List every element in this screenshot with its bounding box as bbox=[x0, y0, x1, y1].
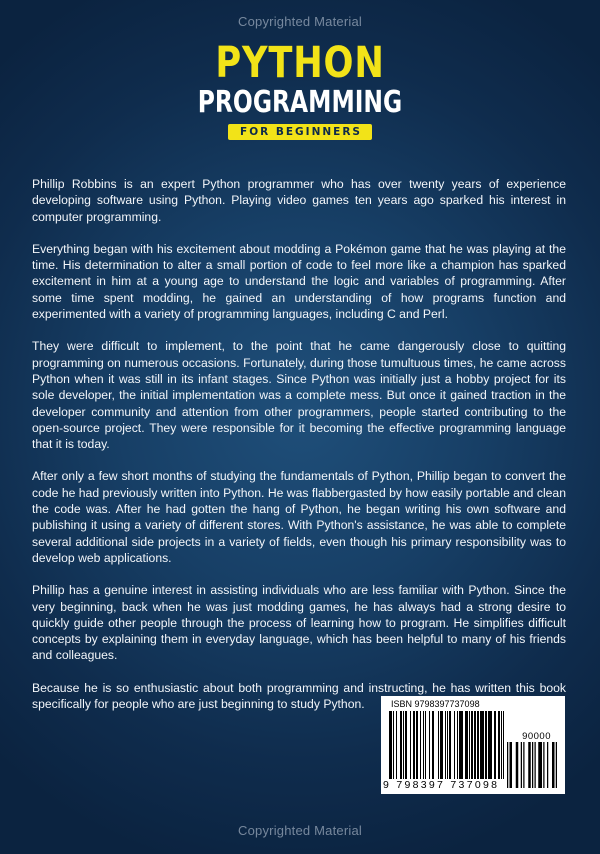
paragraph-4: After only a few short months of studying the fundamentals of Python, Phillip began to convert the code he had previously written into Python. He was flabbergasted by how easily portable and clean the code was. After he had gotten the hang of Python, he began writing his own software and publishing it using a variety of different stores. With Python's assistance, he was able to complete several additional side projects in a variety of fields, even though his primary responsibility was to develop web applications. bbox=[32, 469, 566, 565]
copyright-watermark-bottom: Copyrighted Material bbox=[238, 823, 362, 838]
barcode-bar bbox=[488, 711, 492, 779]
barcode-bar bbox=[471, 711, 473, 779]
barcode-bar bbox=[416, 711, 418, 779]
barcode-bar bbox=[429, 711, 430, 779]
barcode-bar bbox=[457, 711, 458, 779]
cover-title bbox=[0, 40, 600, 140]
copyright-watermark-top: Copyrighted Material bbox=[238, 14, 362, 29]
addon-barcode-bar bbox=[521, 742, 522, 788]
barcode-bar bbox=[447, 711, 448, 779]
addon-barcode-bar bbox=[523, 742, 524, 788]
back-cover-description bbox=[32, 176, 566, 728]
addon-barcode-bar bbox=[510, 742, 513, 788]
barcode-bar bbox=[465, 711, 468, 779]
title-python: PYTHON bbox=[215, 38, 385, 88]
barcode-bar bbox=[440, 711, 443, 779]
barcode-bar bbox=[503, 711, 504, 779]
barcode-bar bbox=[454, 711, 455, 779]
title-for-beginners-badge: FOR BEGINNERS bbox=[228, 124, 372, 140]
addon-barcode-bar bbox=[552, 742, 555, 788]
barcode-bar bbox=[432, 711, 434, 779]
barcode-bar bbox=[501, 711, 502, 779]
barcode-bar bbox=[474, 711, 476, 779]
barcode-bar bbox=[469, 711, 470, 779]
barcode-bar bbox=[425, 711, 426, 779]
addon-barcode-bar bbox=[507, 742, 508, 788]
addon-barcode-bars bbox=[507, 742, 557, 788]
barcode-bar bbox=[449, 711, 451, 779]
title-programming: PROGRAMMING bbox=[197, 85, 403, 120]
barcode-bar bbox=[389, 711, 392, 779]
addon-barcode-bar bbox=[543, 742, 544, 788]
ean-barcode-bars bbox=[389, 711, 505, 779]
price-code: 90000 bbox=[522, 731, 551, 742]
isbn-label: ISBN 9798397737098 bbox=[391, 699, 480, 709]
barcode-bar bbox=[480, 711, 484, 779]
barcode-bar bbox=[410, 711, 411, 779]
addon-barcode-bar bbox=[538, 742, 542, 788]
barcode-bar bbox=[396, 711, 397, 779]
paragraph-3: They were difficult to implement, to the point that he came dangerously close to quitting programming on numerous occasions. Fortunately, during those tumultuous times, he came across Python when it was still in its infant stages. Since Python was initially just a hobby project for its sole developer, the initial implementation was a complete mess. But once it gained traction in the developer community and attention from other programmers, people started contributing to the open-source project. They were responsible for it becoming the effective programming language that it is today. bbox=[32, 339, 566, 452]
addon-barcode-bar bbox=[535, 742, 536, 788]
barcode-bar bbox=[459, 711, 463, 779]
addon-barcode-bar bbox=[547, 742, 548, 788]
barcode-bar bbox=[393, 711, 394, 779]
paragraph-1: Phillip Robbins is an expert Python programmer who has over twenty years of experience developing software using Python. Playing video games ten years ago sparked his interest in computer programming. bbox=[32, 177, 566, 224]
barcode-bar bbox=[477, 711, 479, 779]
barcode-bar bbox=[445, 711, 446, 779]
barcode-bar bbox=[405, 711, 407, 779]
addon-barcode-bar bbox=[556, 742, 557, 788]
addon-barcode-bar bbox=[528, 742, 531, 788]
barcode-bar bbox=[403, 711, 404, 779]
paragraph-6: Because he is so enthusiastic about both programming and instructing, he has written this book specifically for people who are just beginning to study Python. bbox=[32, 680, 566, 712]
barcode-bar bbox=[420, 711, 421, 779]
barcode-bar bbox=[498, 711, 500, 779]
isbn-barcode-panel bbox=[381, 696, 565, 794]
barcode-bar bbox=[494, 711, 496, 779]
addon-barcode-bar bbox=[532, 742, 533, 788]
barcode-bar bbox=[400, 711, 402, 779]
paragraph-2: Everything began with his excitement about modding a Pokémon game that he was playing at the time. His determination to alter a small portion of code to feel more like a champion has sparked excitement in him at a young age to understand the logic and variables of programming. After some time spent modding, he gained an understanding of how programs function and experimented with a variety of programming languages, including C and Perl. bbox=[32, 241, 566, 322]
barcode-bar bbox=[438, 711, 439, 779]
barcode-bar bbox=[423, 711, 424, 779]
barcode-bar bbox=[485, 711, 487, 779]
paragraph-5: Phillip has a genuine interest in assisting individuals who are less familiar with Python. Since the very beginning, back when he was just modding games, he has always had a strong desire to quickly guide other people through the process of learning how to program. He simplifies difficult concepts by explaining them in everyday language, which has been helpful to many of his friends and colleagues. bbox=[32, 583, 566, 663]
isbn-digits: 9 798397 737098 bbox=[383, 779, 500, 791]
addon-barcode-bar bbox=[516, 742, 519, 788]
barcode-bar bbox=[413, 711, 415, 779]
